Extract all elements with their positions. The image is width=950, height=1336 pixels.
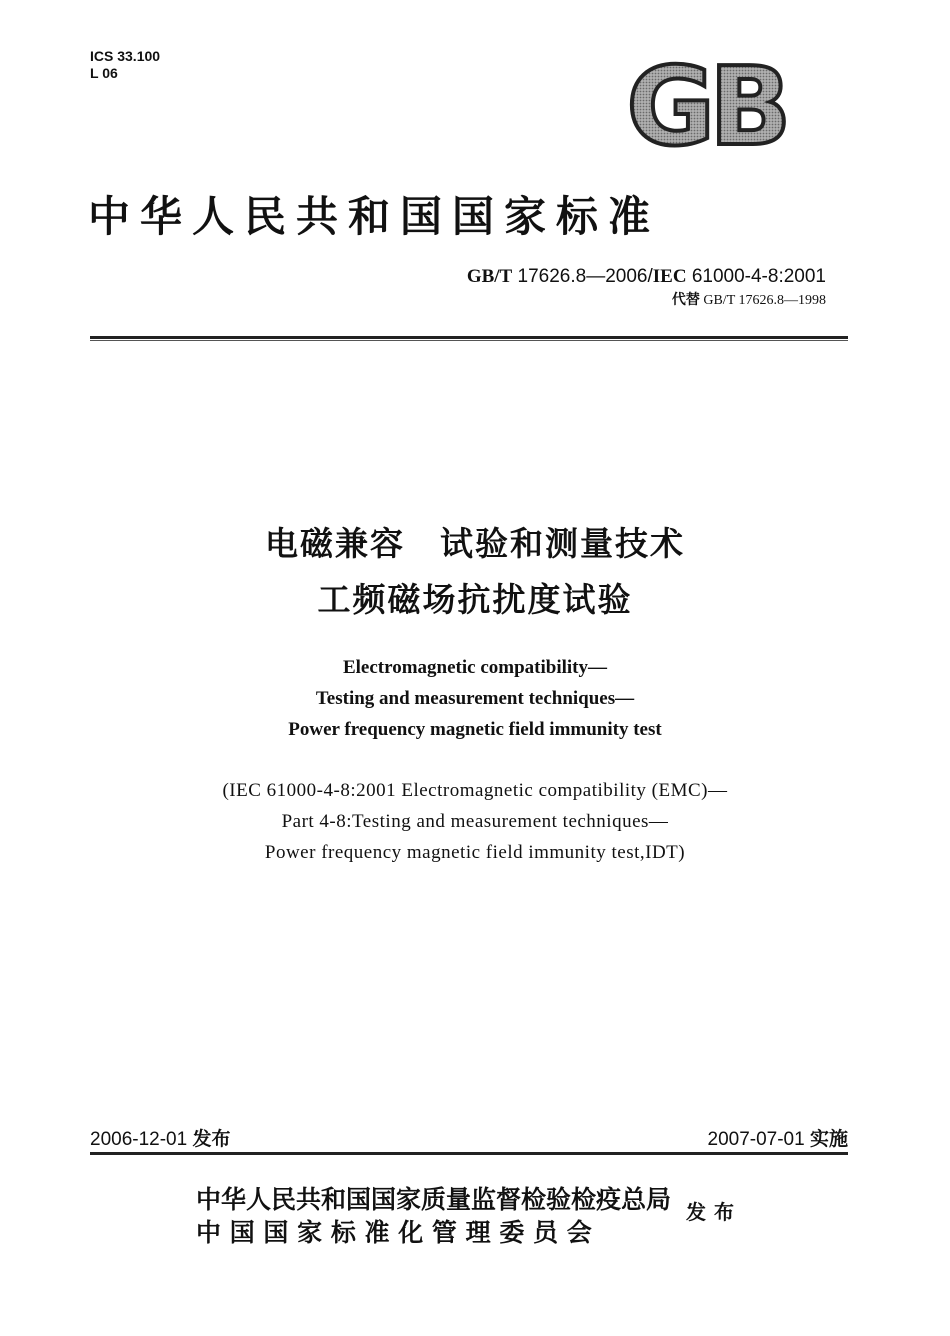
number-main: 17626.8—2006/ bbox=[517, 266, 653, 287]
implement-label: 实施 bbox=[809, 1128, 848, 1150]
iec-ref-line1: (IEC 61000-4-8:2001 Electromagnetic compatibility (EMC)— bbox=[222, 780, 728, 801]
number-prefix: GB/T bbox=[466, 266, 513, 287]
iec-ref-line2: Part 4-8:Testing and measurement techniques— bbox=[281, 811, 669, 832]
iec-ref-line3: Power frequency magnetic field immunity test,IDT) bbox=[264, 842, 686, 863]
en-title-line1: Electromagnetic compatibility— bbox=[342, 657, 607, 678]
issue-label: 发布 bbox=[192, 1128, 231, 1150]
issuer-sac: 中 国 国 家 标 准 化 管 理 委 员 会 bbox=[196, 1218, 592, 1247]
standard-number bbox=[467, 266, 826, 288]
ccs-code: L 06 bbox=[90, 65, 118, 81]
classification-codes bbox=[90, 48, 160, 82]
en-title-line2: Testing and measurement techniques— bbox=[315, 688, 635, 709]
implement-date-value: 2007-07-01 bbox=[707, 1129, 805, 1150]
en-title-line3: Power frequency magnetic field immunity test bbox=[288, 719, 662, 740]
issue-date bbox=[90, 1124, 231, 1151]
replaces-note bbox=[672, 289, 826, 309]
replaces-number: GB/T 17626.8—1998 bbox=[703, 293, 826, 308]
cn-title-line1: 电磁兼容 试验和测量技术 bbox=[265, 524, 685, 563]
publish-label: 发布 bbox=[686, 1200, 742, 1224]
logo-text: GB bbox=[626, 60, 786, 152]
gb-logo bbox=[612, 60, 800, 152]
issue-date-value: 2006-12-01 bbox=[90, 1129, 188, 1150]
ics-code: ICS 33.100 bbox=[90, 48, 161, 64]
replaces-label: 代替 bbox=[671, 292, 700, 308]
bottom-divider bbox=[90, 1152, 848, 1155]
implement-date bbox=[708, 1124, 849, 1151]
cn-title-line2: 工频磁场抗扰度试验 bbox=[317, 580, 633, 619]
number-iec: 61000-4-8:2001 bbox=[691, 266, 826, 287]
standard-type-title: 中华人民共和国国家标准 bbox=[88, 192, 661, 241]
number-iec-prefix: IEC bbox=[652, 266, 687, 287]
issuer-aqsiq: 中华人民共和国国家质量监督检验检疫总局 bbox=[196, 1185, 672, 1214]
top-divider bbox=[90, 336, 848, 341]
